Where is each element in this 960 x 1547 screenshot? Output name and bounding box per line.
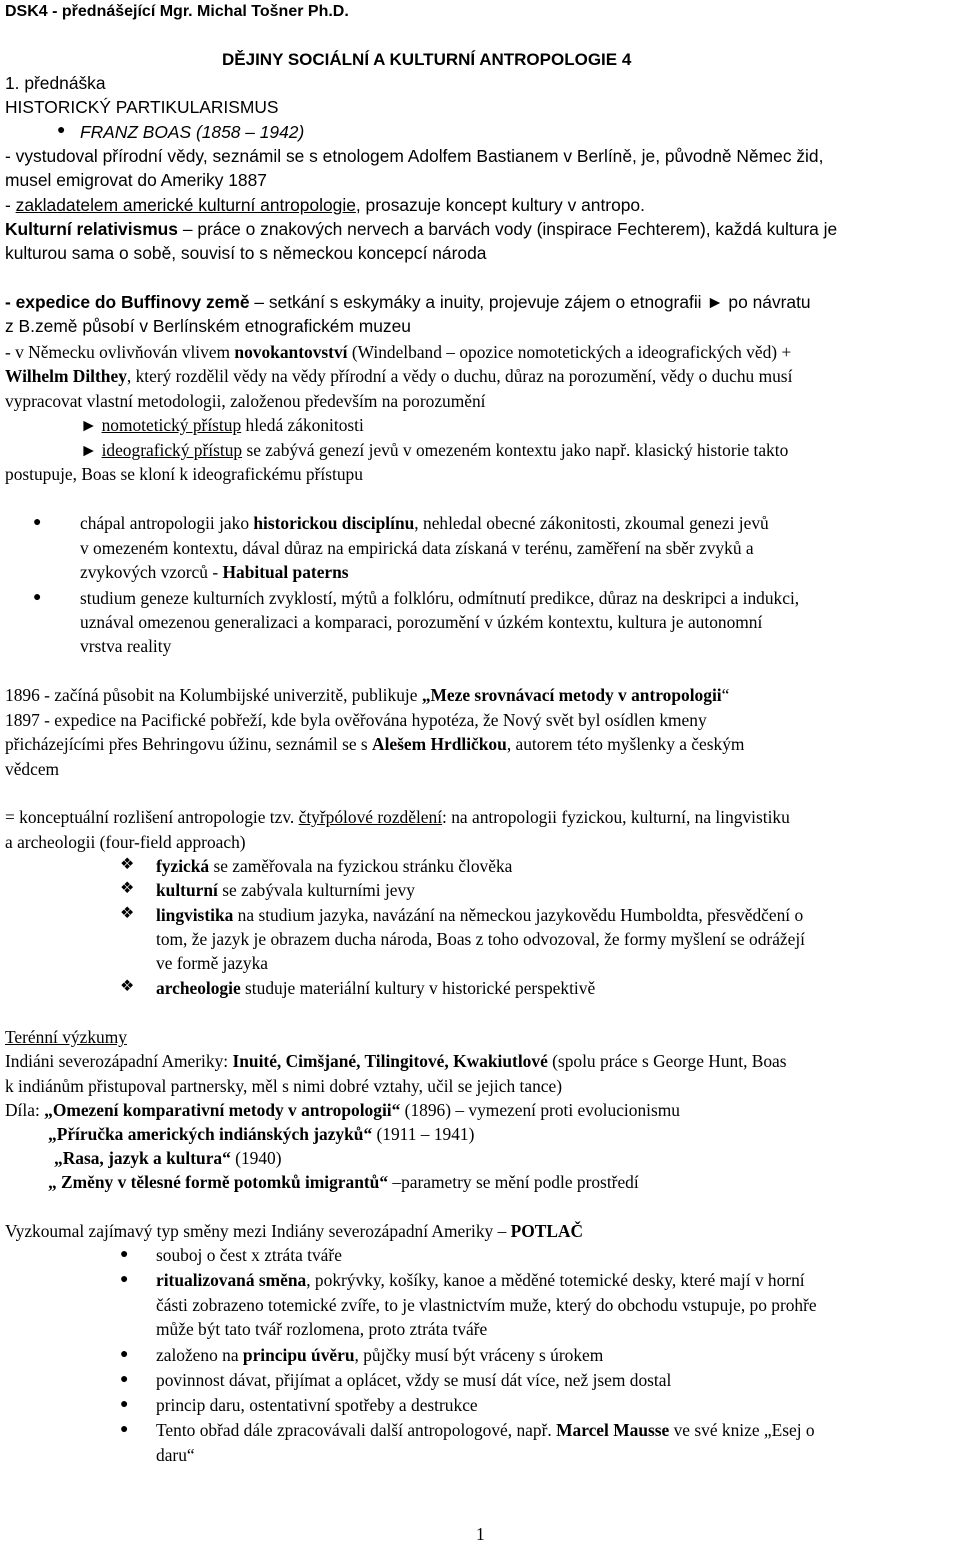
bullet-icon: ● [120,1422,129,1437]
fourfield-linguistics: lingvistika na studium jazyka, navázání na německou jazykovědu Humboldta, přesvědčení o [156,905,804,925]
nomothetic-line: ► nomotetický přístup hledá zákonitosti [80,415,364,435]
bio-line-1: - vystudoval přírodní vědy, seznámil se s etnologem Adolfem Bastianem v Berlíně, je, původně Němec žid, [5,146,824,166]
fourfield-physical: fyzická se zaměřovala na fyzickou stránku člověka [156,856,513,876]
list-item-historical-l3: zvykových vzorců - Habitual paterns [80,562,349,582]
bullet-icon: ● [33,590,42,605]
ideographic-line-2: postupuje, Boas se kloní k ideografickému přístupu [5,464,363,484]
list-item-historical: chápal antropologii jako historickou disciplínu, nehledal obecné zákonitosti, zkoumal genezi jevů [80,513,769,533]
bio-line-2: musel emigrovat do Ameriky 1887 [5,170,267,190]
lecture-number: 1. přednáška [5,73,106,93]
diamond-bullet-icon: ❖ [120,856,135,873]
bio-line-3: - zakladatelem americké kulturní antropologie, prosazuje koncept kultury v antropo. [5,195,645,215]
person-name: FRANZ BOAS (1858 – 1942) [80,122,305,142]
potlatch-item-5: princip daru, ostentativní spotřeby a destrukce [156,1395,478,1415]
fieldwork-line-1: Indiáni severozápadní Ameriky: Inuité, Cimšjané, Tilingitové, Kwakiutlové (spolu práce s George Hunt, Boas [5,1051,787,1071]
fieldwork-title: Terénní výzkumy [5,1027,127,1047]
list-item-genesis: studium geneze kulturních zvyklostí, mýtů a folklóru, odmítnutí predikce, důraz na deskripci a indukci, [80,588,800,608]
works-line-3: „Rasa, jazyk a kultura“ (1940) [54,1148,282,1168]
potlatch-item-2-l2: části zobrazeno totemické zvíře, to je vlastnictvím muže, který do obchodu vstupuje, po prohře [156,1295,817,1315]
works-line-4: „ Změny v tělesné formě potomků imigrantů“ –parametry se mění podle prostředí [48,1172,639,1192]
page-number: 1 [476,1524,485,1544]
year-1897-line-1: 1897 - expedice na Pacifické pobřeží, kde byla ověřována hypotéza, že Nový svět byl osídlen kmeny [5,710,707,730]
bullet-icon: ● [120,1397,129,1412]
course-title: DĚJINY SOCIÁLNÍ A KULTURNÍ ANTROPOLOGIE 4 [222,50,632,69]
relativism-line-1: Kulturní relativismus – práce o znakových nervech a barvách vody (inspirace Fechterem), každá kultura je [5,219,838,239]
diamond-bullet-icon: ❖ [120,880,135,897]
list-item-genesis-l3: vrstva reality [80,636,172,656]
ideographic-line-1: ► ideografický přístup se zabývá genezí jevů v omezeném kontextu jako např. klasický historie takto [80,440,789,460]
year-1896-line: 1896 - začíná působit na Kolumbijské univerzitě, publikuje „Meze srovnávací metody v antropologii“ [5,685,730,705]
potlatch-item-2-l3: může být tato tvář rozlomena, proto ztráta tváře [156,1319,488,1339]
potlatch-item-6-l2: daru“ [156,1445,195,1465]
works-line-1: Díla: „Omezení komparativní metody v antropologii“ (1896) – vymezení proti evolucionismu [5,1100,680,1120]
dilthey-line-1: Wilhelm Dilthey, který rozdělil vědy na vědy přírodní a vědy o duchu, důraz na porozumění, vědy o duchu musí [5,366,793,386]
potlatch-item-2: ritualizovaná směna, pokrývky, košíky, kanoe a měděné totemické desky, které mají v horní [156,1270,805,1290]
bullet-icon: ● [120,1372,129,1387]
list-item-genesis-l2: uznával omezenou generalizaci a komparaci, porozumění v úzkém kontextu, kultura je autonomní [80,612,763,632]
expedition-line-1: - expedice do Buffinovy země – setkání s eskymáky a inuity, projevuje zájem o etnografii ► po návratu [5,292,811,312]
list-item-historical-l2: v omezeném kontextu, dával důraz na empirická data získaná v terénu, zaměření na sběr zvyků a [80,538,754,558]
fourfield-archaeology: archeologie studuje materiální kultury v historické perspektivě [156,978,596,998]
fourfield-cultural: kulturní se zabývala kulturními jevy [156,880,415,900]
potlatch-item-1: souboj o čest x ztráta tváře [156,1245,342,1265]
fourfield-linguistics-l3: ve formě jazyka [156,953,269,973]
bullet-icon: ● [33,515,42,530]
potlatch-item-3: založeno na principu úvěru, půjčky musí být vráceny s úrokem [156,1345,604,1365]
potlatch-item-4: povinnost dávat, přijímat a oplácet, vždy se musí dát více, než jsem dostal [156,1370,672,1390]
bullet-icon: ● [120,1247,129,1262]
dilthey-line-2: vypracovat vlastní metodologii, založenou především na porozumění [5,391,486,411]
diamond-bullet-icon: ❖ [120,905,135,922]
bullet-icon: ● [120,1347,129,1362]
potlatch-intro: Vyzkoumal zajímavý typ směny mezi Indiány severozápadní Ameriky – POTLAČ [5,1221,584,1241]
course-line: DSK4 - přednášející Mgr. Michal Tošner Ph.D. [5,3,349,20]
diamond-bullet-icon: ❖ [120,978,135,995]
fourfield-line-2: a archeologii (four-field approach) [5,832,246,852]
lecture-heading: HISTORICKÝ PARTIKULARISMUS [5,97,279,117]
year-1897-line-2: přicházejícími přes Behringovu úžinu, seznámil se s Alešem Hrdličkou, autorem této myšlenky a českým [5,734,745,754]
potlatch-item-6: Tento obřad dále zpracovávali další antropologové, např. Marcel Mausse ve své knize „Esej o [156,1420,815,1440]
germany-line: - v Německu ovlivňován vlivem novokantovství (Windelband – opozice nomotetických a ideografických věd) + [5,342,792,362]
expedition-line-2: z B.země působí v Berlínském etnografickém muzeu [5,316,411,336]
fourfield-linguistics-l2: tom, že jazyk je obrazem ducha národa, Boas z toho odvozoval, že formy myšlení se odrážejí [156,929,806,949]
fourfield-line-1: = konceptuální rozlišení antropologie tzv. čtyřpólové rozdělení: na antropologii fyzickou, kulturní, na lingvistiku [5,807,790,827]
bullet-icon: ● [57,123,66,138]
year-1897-line-3: vědcem [5,759,60,779]
bullet-icon: ● [120,1272,129,1287]
works-line-2: „Příručka amerických indiánských jazyků“ (1911 – 1941) [48,1124,475,1144]
fieldwork-line-2: k indiánům přistupoval partnersky, měl s nimi dobré vztahy, učil se jejich tance) [5,1076,562,1096]
relativism-line-2: kulturou sama o sobě, souvisí to s německou koncepcí národa [5,243,487,263]
